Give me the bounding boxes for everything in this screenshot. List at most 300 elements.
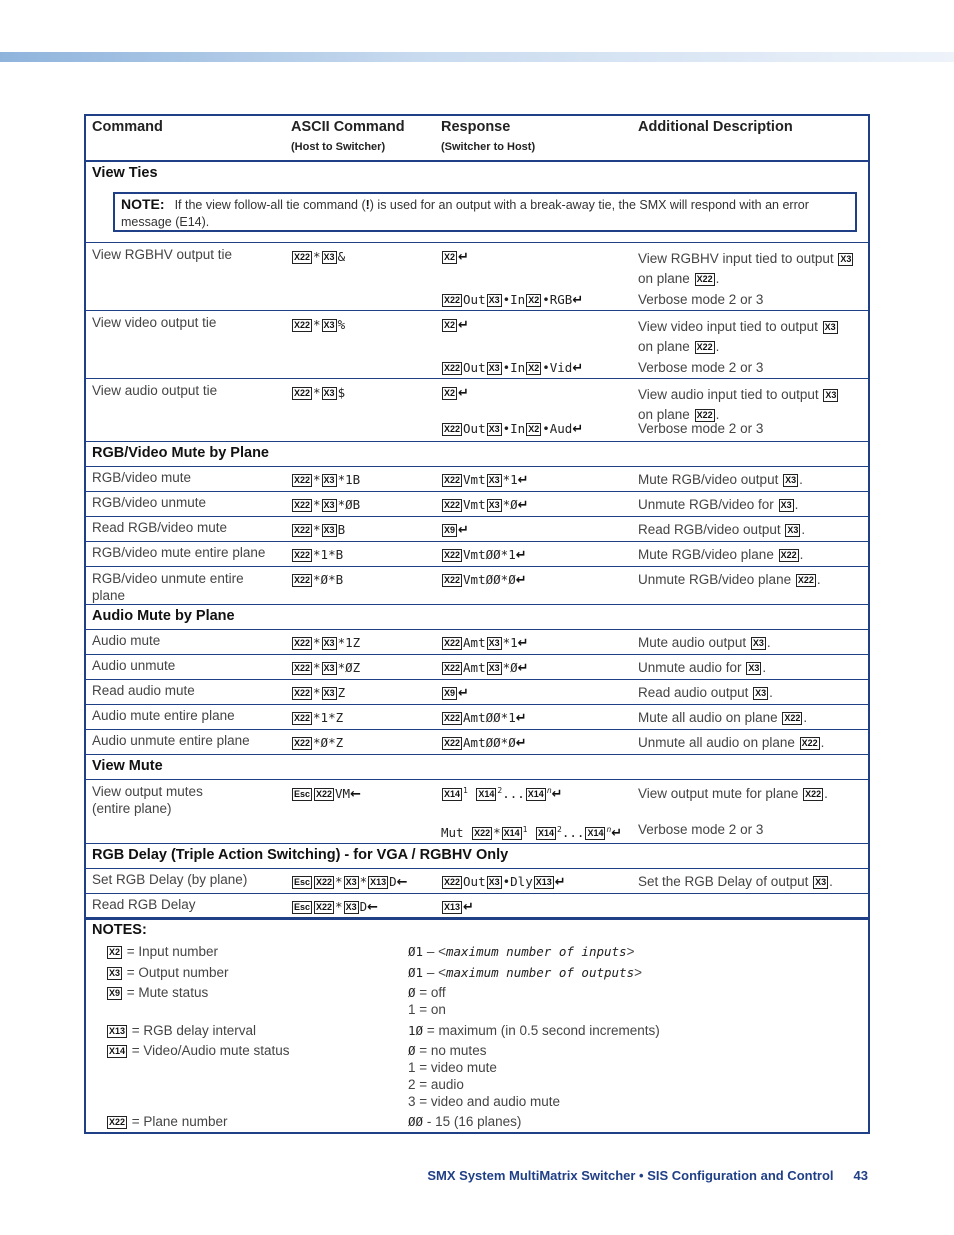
star-text: * — [337, 472, 346, 487]
x22-text: X22 — [294, 500, 311, 510]
amp-text: & — [337, 249, 346, 264]
vm-text: VM — [335, 786, 351, 801]
x3-text: X3 — [488, 295, 500, 305]
table-row — [86, 680, 868, 705]
star-text: * — [493, 825, 501, 841]
l3a-text: 2 — [408, 1077, 416, 1092]
cell — [441, 249, 469, 265]
section-audio-mute — [86, 605, 868, 630]
x22-text: X22 — [696, 410, 713, 420]
cell — [291, 660, 360, 675]
label-text: NOTE: — [121, 196, 165, 212]
cell — [441, 522, 469, 538]
star-text: * — [313, 317, 321, 332]
ret-text: ↵ — [554, 875, 566, 890]
star-text: * — [502, 660, 511, 675]
leftarrow-text: ← — [367, 900, 379, 915]
x3-text: X3 — [323, 252, 335, 262]
view-ties-text: View Ties — [92, 165, 158, 181]
ret-text: ↵ — [515, 548, 527, 563]
x3-text: X3 — [488, 475, 500, 485]
x13-text: X13 — [444, 902, 461, 912]
section-rgb-mute — [86, 442, 868, 467]
cmd-text: View RGBHV output tie — [92, 247, 233, 262]
footer-title: SMX System MultiMatrix Switcher • SIS Configuration and Control — [427, 1168, 834, 1183]
x2-text: X2 — [528, 424, 540, 434]
desc-text: Mute audio output — [638, 635, 747, 650]
cell — [441, 685, 469, 701]
cell — [441, 710, 527, 726]
x3-text: X3 — [345, 902, 357, 912]
cell: Mute RGB/video output X3 . — [638, 472, 803, 487]
desc2-text: Verbose mode 2 or 3 — [638, 421, 764, 436]
cell — [291, 572, 343, 587]
star-text: * — [335, 874, 343, 889]
cell — [408, 964, 642, 981]
rgb-delay-text: RGB Delay (Triple Action Switching) - for VGA / RGBHV Only — [92, 847, 509, 863]
star-text: * — [328, 735, 336, 750]
cmd-text: Audio unmute — [92, 658, 176, 673]
zero-text: Ø — [508, 572, 516, 587]
one-text: 1 — [510, 472, 518, 487]
cell — [441, 547, 527, 563]
sup2-text: 2 — [557, 825, 562, 834]
text1-text: If the view follow-all tie command ( — [174, 198, 366, 212]
esc-text: Esc — [294, 877, 311, 887]
x9-text: X9 — [444, 688, 456, 698]
bullet-text: • — [502, 874, 511, 889]
star-text: * — [313, 249, 321, 264]
header-description: Additional Description — [638, 119, 793, 135]
desc-text: Mute RGB/video output — [638, 472, 779, 487]
cell — [408, 943, 634, 960]
cZ-text: Z — [335, 735, 344, 750]
l2a-text: 1 — [408, 1060, 416, 1075]
star-text: * — [500, 735, 509, 750]
notes-title: NOTES: — [92, 922, 147, 938]
ret-text: ↵ — [517, 661, 529, 676]
x22-text: X22 — [294, 713, 311, 723]
leftarrow-text: ← — [350, 787, 361, 802]
desc1b-text: on plane — [638, 339, 690, 354]
table-header — [86, 116, 868, 162]
text3-text: ). — [201, 215, 210, 229]
v1b-text: – < — [423, 944, 446, 959]
x22-text: X22 — [696, 342, 713, 352]
cell — [441, 735, 527, 751]
col2-sub-text: (Host to Switcher) — [291, 141, 386, 153]
amt-text: Amt — [463, 660, 486, 675]
x3-text: X3 — [488, 663, 500, 673]
star-text: * — [359, 874, 368, 889]
cell — [408, 1113, 521, 1130]
cell — [441, 899, 474, 915]
out-text: Out — [463, 421, 486, 436]
x22-text: X22 — [294, 638, 311, 648]
code-text: X3 — [109, 968, 121, 978]
cell: View output mute for plane X22 . — [638, 786, 828, 801]
x2-text: X2 — [528, 295, 540, 305]
desc1-text: View RGBHV input tied to output — [638, 251, 834, 266]
zero-text: Ø — [510, 497, 518, 512]
desc-text: Read RGB/video output — [638, 522, 781, 537]
desc2-text: Verbose mode 2 or 3 — [638, 360, 764, 375]
x3-text: X3 — [787, 525, 799, 535]
star-text: * — [500, 547, 509, 562]
cmd-text: View audio output tie — [92, 383, 218, 398]
cell — [291, 899, 378, 915]
cell — [106, 1114, 227, 1129]
view-mute-text: View Mute — [92, 758, 163, 774]
x3-text: X3 — [815, 877, 827, 887]
label-text: = Output number — [126, 965, 229, 980]
x22-text: X22 — [474, 828, 491, 839]
cmd-text: Read audio mute — [92, 683, 195, 698]
vmt-text: Vmt — [463, 497, 486, 512]
x3-text: X3 — [323, 638, 335, 648]
table-row — [86, 542, 868, 567]
x3-text: X3 — [488, 500, 500, 510]
bullet-text: • — [502, 421, 511, 436]
x2-text: X2 — [444, 388, 456, 398]
cell — [408, 1022, 660, 1039]
bang-text: ! — [365, 198, 370, 212]
cell — [291, 547, 343, 562]
star-text: * — [313, 735, 321, 750]
col3-text: Response — [441, 119, 511, 135]
x3-text: X3 — [752, 638, 764, 648]
x22-text: X22 — [294, 663, 311, 673]
amt00-text: AmtØØ — [463, 735, 501, 750]
x22-text: X22 — [294, 525, 311, 535]
x22-text: X22 — [444, 738, 461, 748]
x3-text: X3 — [824, 322, 836, 332]
x3-text: X3 — [323, 388, 335, 398]
x22-text: X22 — [444, 363, 461, 373]
cell — [106, 1023, 256, 1038]
cell: View audio input tied to output X3 on plane X22 . — [638, 387, 837, 422]
header-command: Command — [92, 119, 163, 135]
x22-text: X22 — [444, 877, 461, 887]
audio-mute-text: Audio Mute by Plane — [92, 608, 235, 624]
pct-text: % — [337, 317, 346, 332]
bullet-text: • — [542, 360, 550, 375]
one-text: 1 — [508, 710, 516, 725]
zero-text: Ø — [510, 660, 518, 675]
l1b-text: - — [423, 1114, 436, 1129]
esc-text: Esc — [294, 902, 311, 912]
x3-text: X3 — [748, 663, 760, 673]
v1-text: Ø1 — [408, 965, 424, 980]
zero-text: Ø — [320, 735, 329, 750]
desc-text: Mute RGB/video plane — [638, 547, 774, 562]
cmd-text: Read RGB Delay — [92, 897, 196, 912]
l4b-text: = video and audio mute — [415, 1094, 560, 1109]
bullet-text: • — [542, 292, 550, 307]
cell — [408, 1042, 560, 1110]
cB-text: B — [335, 547, 344, 562]
l1b-text: = no mutes — [415, 1043, 487, 1058]
zero-text: Ø — [508, 735, 516, 750]
x22-text: X22 — [316, 789, 333, 799]
one-text: 1 — [510, 635, 518, 650]
in-text: In — [510, 360, 526, 375]
x3-text: X3 — [780, 500, 792, 510]
ret-text: ↵ — [551, 787, 563, 803]
desc-text: Mute all audio on plane — [638, 710, 778, 725]
l1a-text: ØØ — [408, 1114, 424, 1129]
vmt-text: Vmt — [463, 472, 486, 487]
cell — [291, 249, 345, 264]
col2-text: ASCII Command — [291, 119, 405, 135]
v1b-text: – < — [423, 965, 446, 980]
x3-text: X3 — [488, 638, 500, 648]
x22-text: X22 — [294, 252, 311, 262]
cell — [106, 1043, 290, 1058]
x22-text: X22 — [294, 738, 311, 748]
v1d-text: > — [634, 965, 643, 980]
bullet-text: • — [542, 421, 550, 436]
label-text: = Plane number — [131, 1114, 228, 1129]
bullet-text: • — [502, 292, 511, 307]
sup2-text: 2 — [497, 786, 503, 795]
vmt00-text: VmtØØ — [463, 572, 501, 587]
section-view-mute — [86, 755, 868, 780]
ellipsis-text: ... — [561, 825, 585, 841]
x3-text: X3 — [755, 688, 767, 698]
table-row — [86, 780, 868, 844]
l2b-text: = on — [415, 1002, 446, 1017]
table-row — [86, 894, 868, 918]
out-text: Out — [463, 874, 486, 889]
desc-text: Set the RGB Delay of output — [638, 874, 809, 889]
desc2-text: Verbose mode 2 or 3 — [638, 822, 764, 837]
cZ-text: Z — [335, 710, 344, 725]
cmd-text: RGB/video unmute — [92, 495, 207, 510]
desc-text: Read audio output — [638, 685, 749, 700]
desc1b-text: on plane — [638, 271, 690, 286]
c1Z-text: 1Z — [345, 635, 361, 650]
cell: Mute all audio on plane X22 . — [638, 710, 808, 725]
l1b-text: = maximum (in 0.5 second increments) — [423, 1023, 660, 1038]
zero-text: Ø — [320, 572, 329, 587]
ret-text: ↵ — [517, 636, 529, 651]
x14-text: X14 — [478, 789, 495, 800]
star-text: * — [313, 635, 321, 650]
cell — [441, 786, 563, 802]
star-text: * — [313, 685, 321, 700]
star-text: * — [313, 547, 321, 562]
x3-text: X3 — [323, 320, 335, 330]
cell — [441, 825, 622, 841]
cell — [441, 572, 527, 588]
cell — [291, 385, 345, 400]
desc1-text: View video input tied to output — [638, 319, 818, 334]
v1d-text: > — [626, 944, 635, 959]
star-text: * — [500, 572, 509, 587]
star-text: * — [313, 497, 321, 512]
x14-text: X14 — [538, 828, 555, 839]
x22-text: X22 — [294, 688, 311, 698]
x22-text: X22 — [444, 713, 461, 723]
cell — [291, 710, 343, 725]
l2b-text: = video mute — [415, 1060, 497, 1075]
cmd-text: Set RGB Delay (by plane) — [92, 872, 248, 887]
x3-text: X3 — [323, 500, 335, 510]
x22-text: X22 — [294, 550, 311, 560]
cell — [106, 944, 218, 959]
table-row — [86, 311, 868, 379]
x3-text: X3 — [488, 424, 500, 434]
table-row — [86, 869, 868, 894]
x3-text: X3 — [825, 390, 837, 400]
return-icon: ↵ — [572, 422, 584, 437]
cell — [441, 292, 583, 308]
star-text: * — [502, 497, 511, 512]
cell — [441, 635, 529, 651]
return-icon: ↵ — [458, 318, 469, 333]
one-text: 1 — [320, 547, 329, 562]
x22-text: X22 — [294, 388, 311, 398]
desc-text: Unmute RGB/video plane — [638, 572, 792, 587]
vid-text: Vid — [549, 360, 573, 375]
star-text: * — [328, 572, 336, 587]
header-response — [441, 116, 535, 153]
aud-text: Aud — [549, 421, 573, 436]
code-text: E14 — [179, 215, 202, 229]
note-box — [113, 192, 857, 232]
text2-text: ) is used for an output with a break-away tie, the SMX will respond with an error message ( — [121, 198, 809, 229]
star-text: * — [313, 660, 321, 675]
desc2-text: Verbose mode 2 or 3 — [638, 292, 764, 307]
x22-text: X22 — [294, 320, 311, 330]
in-text: In — [510, 292, 526, 307]
rgb-mute-text: RGB/Video Mute by Plane — [92, 445, 269, 461]
star-text: * — [500, 710, 509, 725]
table-row — [86, 630, 868, 655]
code-text: X2 — [109, 947, 121, 957]
col3-sub-text: (Switcher to Host) — [441, 141, 536, 153]
x3-text: X3 — [488, 877, 500, 887]
ret-text: ↵ — [517, 498, 529, 513]
code-text: X9 — [109, 988, 121, 998]
x22-text: X22 — [696, 274, 713, 284]
desc-text: Unmute audio for — [638, 660, 742, 675]
cell — [441, 874, 566, 890]
v1c-text: maximum number of inputs — [445, 944, 627, 959]
x3-text: X3 — [323, 663, 335, 673]
l1a-text: 1Ø — [408, 1023, 424, 1038]
cell: Unmute RGB/video for X3 . — [638, 497, 799, 512]
return-icon: ↵ — [572, 293, 584, 308]
x9-text: X9 — [444, 525, 456, 535]
one-text: 1 — [320, 710, 329, 725]
cmd-text: View video output tie — [92, 315, 217, 330]
cell — [291, 735, 343, 750]
x3-text: X3 — [488, 363, 500, 373]
cell — [408, 984, 446, 1018]
table-row — [86, 567, 868, 605]
l1a-text: Ø — [408, 1043, 416, 1058]
x13-text: X13 — [370, 877, 387, 887]
cmd-text: Audio mute entire plane — [92, 708, 235, 723]
out-text: Out — [463, 292, 486, 307]
cell: Mute RGB/video plane X22 . — [638, 547, 804, 562]
cell — [92, 783, 203, 817]
x3-text: X3 — [323, 475, 335, 485]
table-row — [86, 243, 868, 311]
cell: Read audio output X3 . — [638, 685, 773, 700]
x22-text: X22 — [444, 663, 461, 673]
notes-box — [84, 917, 870, 1134]
x22-text: X22 — [784, 713, 801, 723]
cell: Read RGB/video output X3 . — [638, 522, 806, 537]
x14-text: X14 — [587, 828, 604, 839]
return-icon: ↵ — [458, 386, 469, 401]
cmd-text: View output mutes — [92, 784, 203, 799]
supn-text: n — [606, 825, 612, 834]
cell — [441, 660, 529, 676]
cell: Unmute audio for X3 . — [638, 660, 767, 675]
star-text: * — [337, 497, 346, 512]
cell — [291, 522, 345, 537]
cmd2-text: (entire plane) — [92, 801, 172, 816]
star-text: * — [313, 385, 321, 400]
x3-text: X3 — [345, 877, 357, 887]
cell — [441, 317, 469, 333]
note-block — [86, 162, 868, 243]
header-band — [0, 52, 954, 62]
x22-text: X22 — [444, 295, 461, 305]
star-text: * — [337, 635, 346, 650]
l2a-text: 1 — [408, 1002, 416, 1017]
one-text: 1 — [508, 547, 516, 562]
page-footer — [0, 1168, 868, 1183]
c0B-text: ØB — [345, 497, 361, 512]
return-icon: ↵ — [458, 250, 469, 265]
x22-text: X22 — [294, 575, 311, 585]
amt00-text: AmtØØ — [463, 710, 501, 725]
esc-text: Esc — [294, 789, 311, 799]
cell — [291, 874, 408, 890]
star-text: * — [328, 710, 336, 725]
v1-text: Ø1 — [408, 944, 424, 959]
page-number: 43 — [853, 1168, 868, 1183]
cell — [291, 472, 360, 487]
cell — [106, 985, 208, 1000]
table-row — [86, 379, 868, 442]
x22-text: X22 — [780, 550, 797, 560]
cell — [291, 317, 345, 332]
ret-text: ↵ — [458, 523, 469, 538]
label-text: = RGB delay interval — [131, 1023, 256, 1038]
cell: Set the RGB Delay of output X3 . — [638, 874, 833, 889]
cmd-text: Read RGB/video mute — [92, 520, 228, 535]
section-rgb-delay — [86, 844, 868, 869]
x22-text: X22 — [316, 902, 333, 912]
return-icon: ↵ — [572, 361, 584, 376]
cell — [106, 965, 228, 980]
l1d-text: (16 planes) — [450, 1114, 522, 1129]
cell — [291, 497, 360, 512]
supn-text: n — [546, 786, 552, 795]
code-text: X22 — [109, 1117, 126, 1127]
table-row — [86, 467, 868, 492]
cB-text: B — [335, 572, 344, 587]
code-text: X14 — [109, 1046, 126, 1056]
label-text: = Mute status — [126, 985, 209, 1000]
command-table — [84, 114, 870, 920]
